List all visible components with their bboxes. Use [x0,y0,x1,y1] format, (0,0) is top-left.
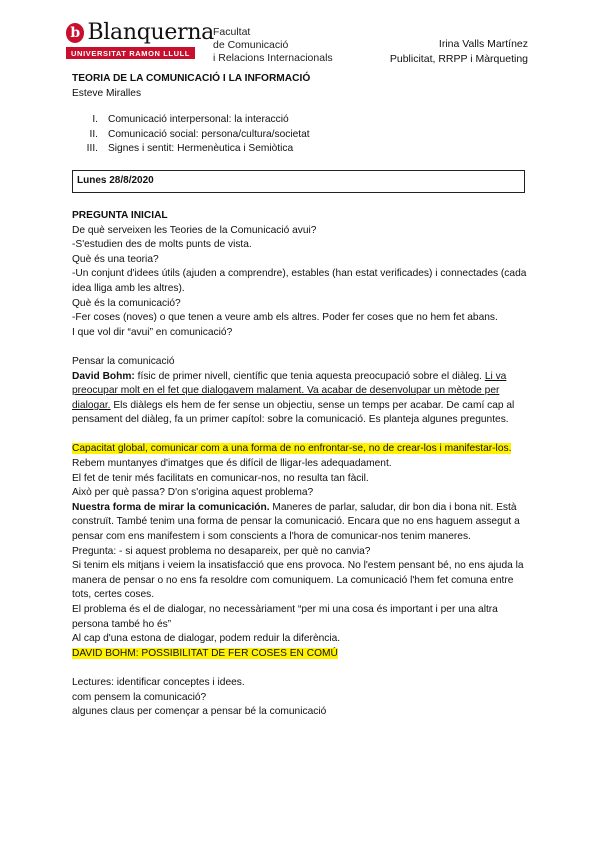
document-body [72,72,530,720]
date-box: Lunes 28/8/2020 [72,170,525,193]
paragraph-line: algunes claus per començar a pensar bé la comunicació [72,706,327,718]
paragraph-line: I que vol dir “avui” en comunicació? [72,326,233,338]
paragraph-line: Això per què passa? D'on s'origina aquest problema? [72,487,314,499]
bohm-label: David Bohm: [72,370,135,382]
paragraph-line: Què és la comunicació? [72,297,181,309]
paragraph-line: -S'estudien des de molts punts de vista. [72,239,252,251]
forma-text: Maneres de parlar, saludar, dir bon dia i bona nit. Està construït. També tenim una forma de pensar la comunicació. Encara que no ens haguem assegut a pensar com ens manifestem i som conscients a l'hora de comunicar-nos tenim maneres. [72,501,520,543]
paragraph-line: Si tenim els mitjans i veiem la insatisfacció que ens provoca. No l'estem pensant bé, no ens ajuda la manera de pensar o no ens fa resoldre com comuniquem. La comunicació l'hem fet comuna entre tots, certes coses. [72,560,524,601]
conclusion [72,647,530,662]
unit-list [72,113,530,157]
unit-number: III. [86,143,98,155]
course-title: TEORIA DE LA COMUNICACIÓ I LA INFORMACIÓ [72,73,311,84]
faculty-name [213,26,333,65]
logo-university-bar: UNIVERSITAT RAMON LLULL [66,47,195,59]
professor-name: Esteve Miralles [72,87,142,99]
paragraph-line: -Fer coses (noves) o que tenen a veure amb els altres. Poder fer coses que no hem fet abans. [72,312,498,324]
author-degree: Publicitat, RRPP i Màrqueting [389,53,528,65]
capacity-paragraph [72,442,530,471]
faculty-line: Facultat [213,26,251,38]
unit-item [72,113,530,128]
logo-mark-icon: b [66,23,84,43]
paragraph-line: El problema és el de dialogar, no necessàriament “per mi una cosa és important i per una altra persona també ho és” [72,604,498,630]
bohm-text: físic de primer nivell, científic que tenia aquesta preocupació sobre el diàleg. [134,370,482,382]
section-title-initial: PREGUNTA INICIAL [72,209,168,221]
paragraph-line: Al cap d'una estona de dialogar, podem reduir la diferència. [72,633,341,645]
author-name: Irina Valls Martínez [438,38,528,50]
bohm-rest: Els diàlegs els hem de fer sense un objectiu, sense un temps per acabar. De camí cap al pensament del diàleg, fa un primer capítol: sobre la comunicació. Es planteja algunes preguntes. [72,399,515,426]
unit-text: Comunicació interpersonal: la interacció [108,114,289,126]
forma-paragraph [72,501,530,545]
paragraph-line: El fet de tenir més facilitats en comunicar-nos, no resulta tan fàcil. [72,472,369,484]
paragraph-line: Què és una teoria? [72,253,159,265]
paragraph-line: com pensem la comunicació? [72,691,207,703]
university-logo [66,22,214,59]
section-title-thinking: Pensar la comunicació [72,355,175,367]
highlighted-text: Capacitat global, comunicar com a una forma de no enfrontar-se, no de crear-los i manifestar-los. [72,443,512,455]
conclusion-highlight: DAVID BOHM: POSSIBILITAT DE FER COSES EN COMÚ [72,647,338,659]
paragraph-line: Lectures: identificar conceptes i idees. [72,676,245,688]
faculty-line: de Comunicació [213,39,289,51]
unit-number: I. [92,114,98,126]
faculty-line: i Relacions Internacionals [213,52,333,64]
underlined-text: Li va preocupar molt en el fet que dialogavem malament. Va acabar de desenvolupar un mètode per dialogar. [72,370,507,411]
unit-number: II. [89,128,98,140]
logo-name: Blanquerna [87,20,214,45]
bohm-paragraph [72,370,530,428]
author-block [390,37,528,67]
unit-text: Signes i sentit: Hermenèutica i Semiòtica [108,143,294,155]
paragraph-line: -Un conjunt d'idees útils (ajuden a comprendre), estables (han estat verificades) i connectades (cada idea lliga amb les altres). [72,268,527,294]
forma-label: Nuestra forma de mirar la comunicación. [72,501,270,513]
unit-item [72,128,530,143]
unit-item [72,142,530,157]
paragraph-line: Pregunta: - si aquest problema no desapareix, per què no canvia? [72,545,371,557]
capacity-rest: Rebem muntanyes d'imatges que és difícil de lligar-les adequadament. [72,458,392,470]
unit-text: Comunicació social: persona/cultura/societat [108,128,310,140]
paragraph-line: De què serveixen les Teories de la Comunicació avui? [72,224,317,236]
